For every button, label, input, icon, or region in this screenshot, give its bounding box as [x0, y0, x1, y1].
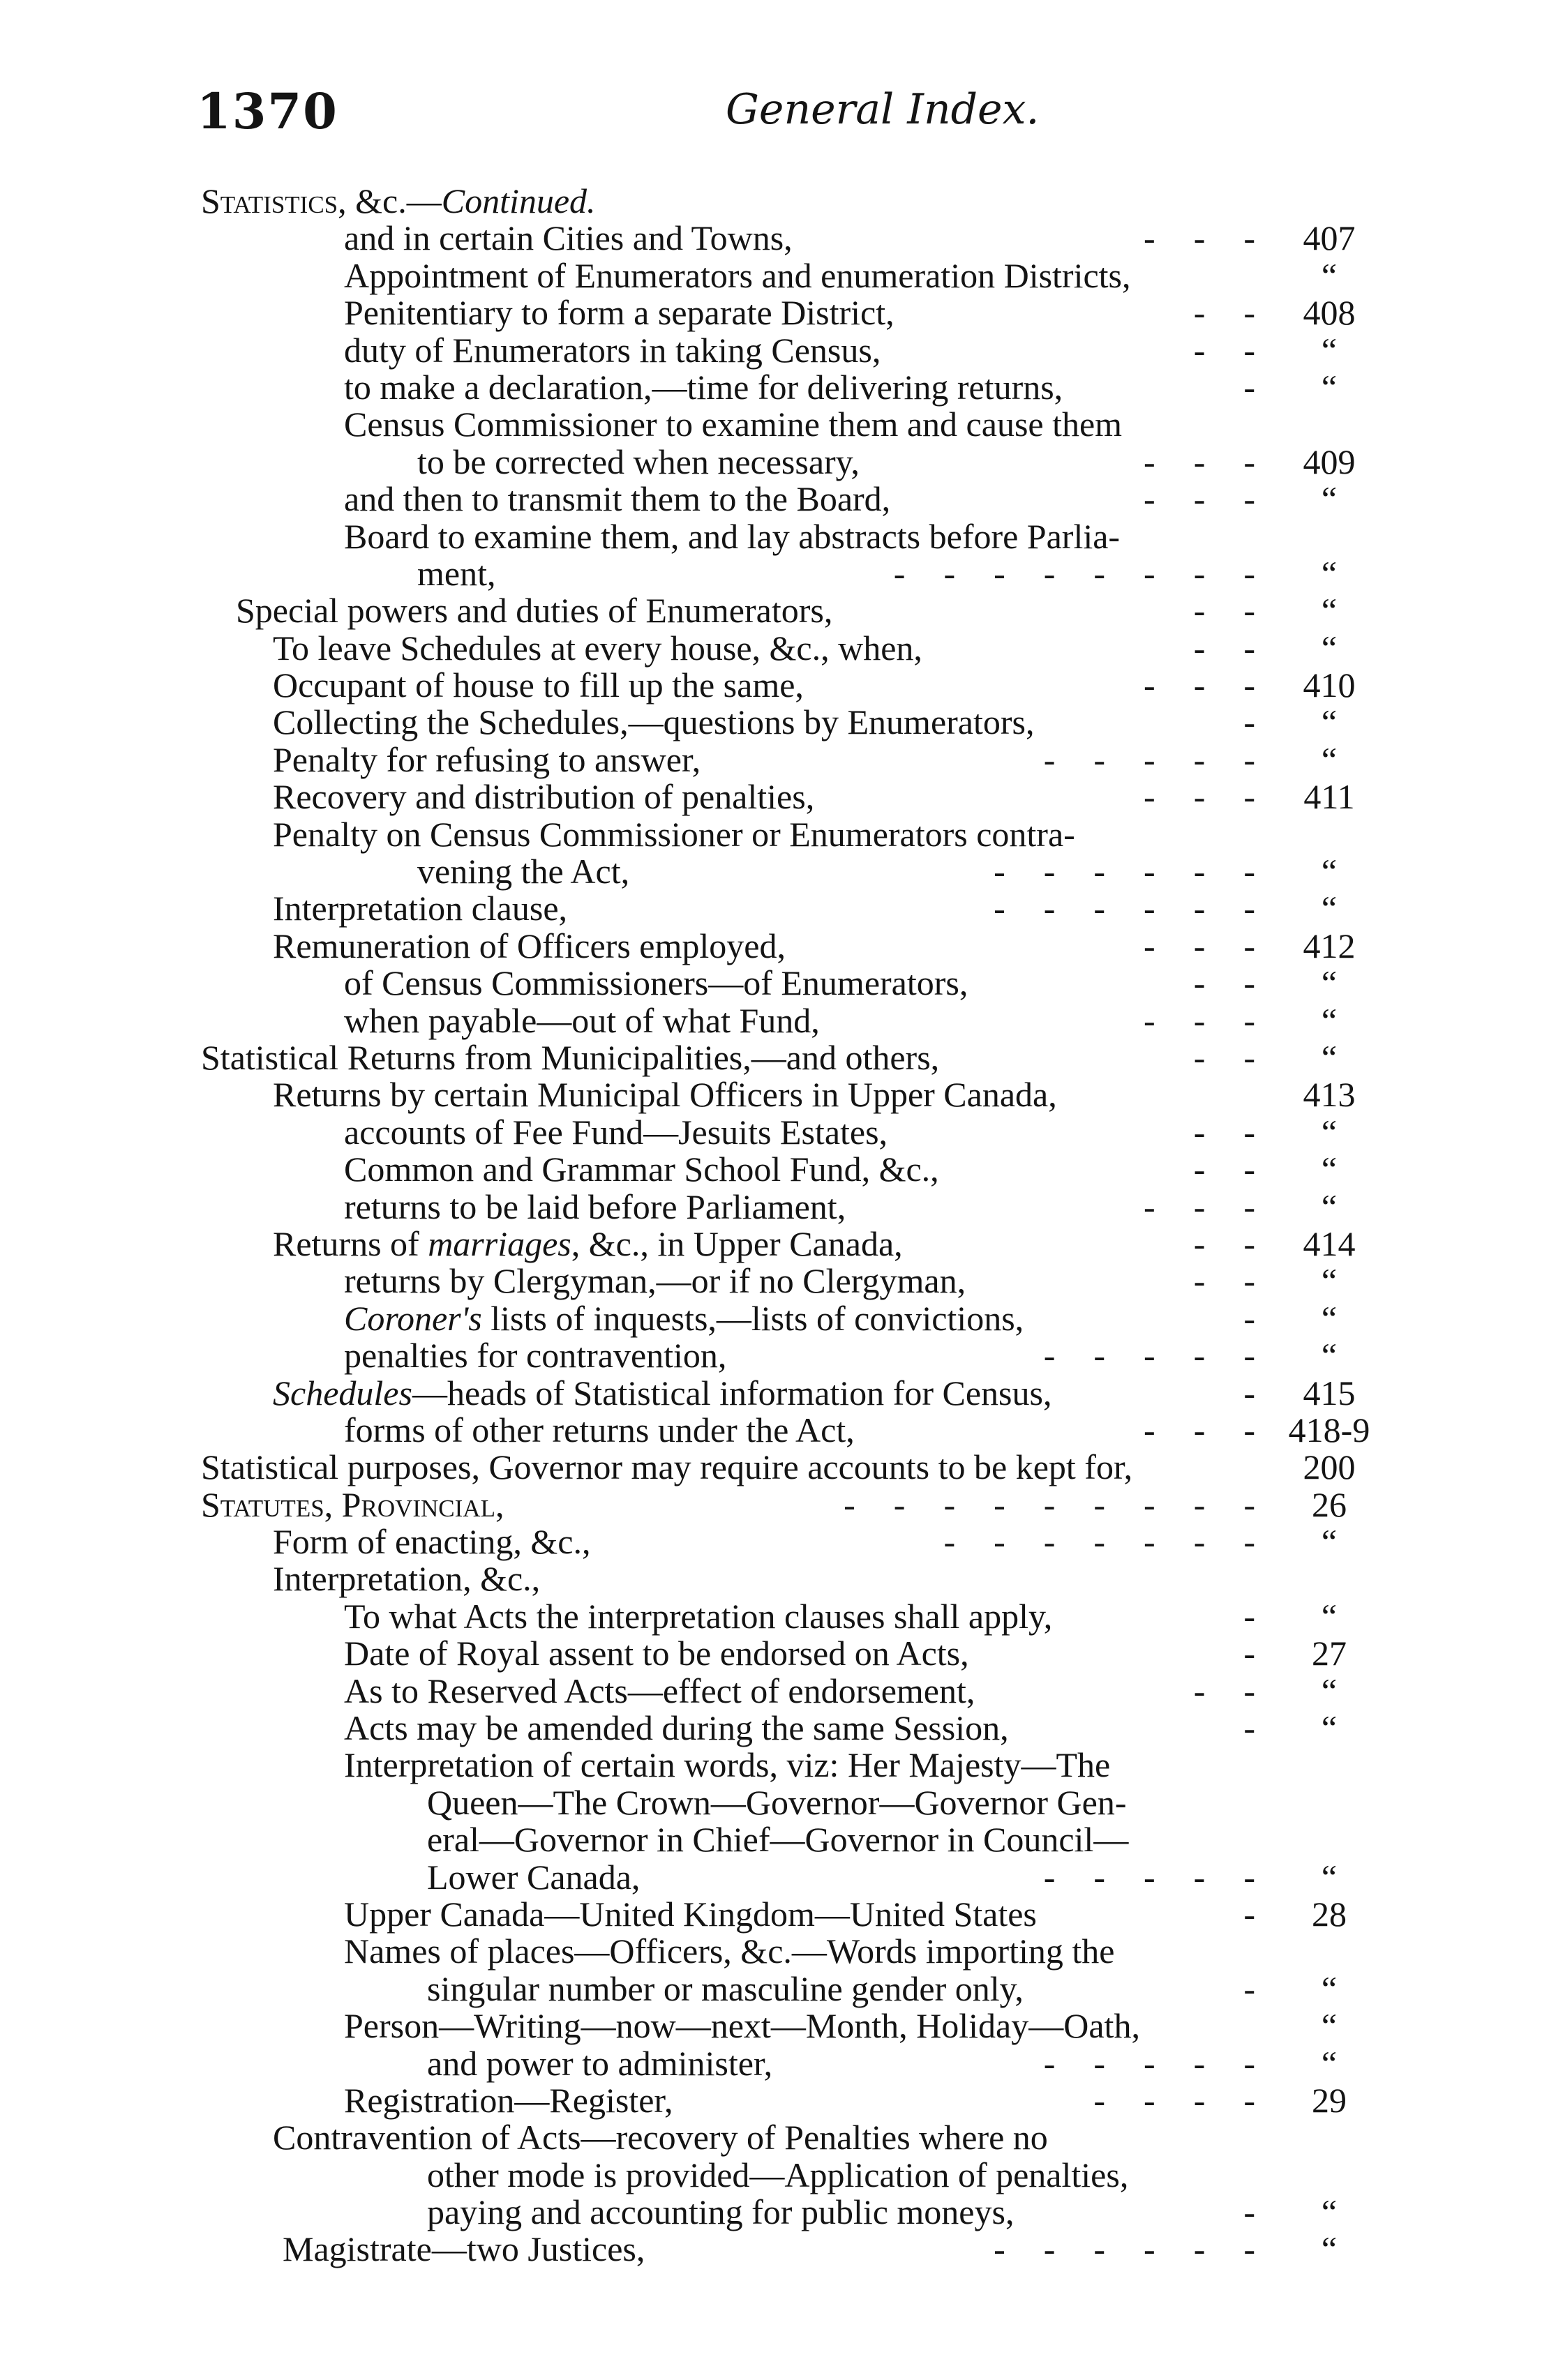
entry-text: Collecting the Schedules,—questions by Enumerators, — [273, 702, 1035, 742]
index-entry — [0, 332, 1542, 369]
index-entry — [0, 1223, 1542, 1263]
index-entry — [0, 1002, 1542, 1039]
entry-text: forms of other returns under the Act, — [344, 1410, 855, 1449]
page-reference: “ — [1321, 739, 1338, 779]
entry-text: Upper Canada—United Kingdom—United States — [344, 1894, 1037, 1934]
entry-heading: Statistics, &c.—Continued. — [201, 181, 596, 220]
page-reference: 411 — [1303, 777, 1355, 817]
index-entry — [0, 890, 1542, 927]
index-entry — [0, 1747, 1542, 1784]
index-entry — [0, 1189, 1542, 1226]
entry-text: to make a declaration,—time for delivering returns, — [344, 367, 1063, 407]
entry-text: duty of Enumerators in taking Census, — [344, 330, 881, 370]
page-reference: “ — [1321, 1671, 1338, 1710]
page-reference: “ — [1321, 1596, 1338, 1636]
entry-text: Census Commissioner to examine them and cause them — [344, 405, 1123, 444]
entry-text: other mode is provided—Application of penalties, — [427, 2155, 1129, 2194]
page-header — [0, 82, 1542, 145]
index-entry — [0, 555, 1542, 592]
page-reference: “ — [1321, 1000, 1338, 1040]
entry-text: Interpretation clause, — [273, 889, 568, 928]
index-entry — [0, 928, 1542, 965]
page-reference: 415 — [1303, 1373, 1356, 1413]
entry-text: Lower Canada, — [427, 1857, 641, 1897]
dot-leader: - - - - - - - — [943, 1522, 1256, 1562]
index-entry — [0, 2045, 1542, 2082]
entry-text: returns to be laid before Parliament, — [344, 1187, 846, 1226]
dot-leader: - - - - - — [1043, 739, 1256, 779]
page-reference: “ — [1321, 1857, 1338, 1897]
entry-text: to be corrected when necessary, — [417, 442, 860, 481]
dot-leader: - - — [1193, 591, 1256, 631]
page-reference: 28 — [1312, 1894, 1347, 1934]
page-reference: “ — [1321, 1336, 1338, 1376]
index-entry — [0, 257, 1542, 294]
page-reference: 408 — [1303, 293, 1356, 333]
entry-text: Interpretation of certain words, viz: Her Majesty—The — [344, 1745, 1111, 1785]
page-reference: “ — [1321, 553, 1338, 593]
dot-leader: - — [1243, 2192, 1256, 2232]
page-reference: 413 — [1303, 1075, 1356, 1115]
dot-leader: - - — [1193, 330, 1256, 370]
page-reference: 27 — [1312, 1634, 1347, 1673]
entry-text: Names of places—Officers, &c.—Words importing the — [344, 1931, 1115, 1971]
dot-leader: - — [1243, 1968, 1256, 2008]
dot-leader: - - - - - - — [994, 2229, 1256, 2269]
index-entry — [0, 1523, 1542, 1560]
index-entry — [0, 2194, 1542, 2231]
index-entry — [0, 1896, 1542, 1933]
index-entry — [0, 1710, 1542, 1747]
dot-leader: - — [1243, 702, 1256, 742]
entry-text: eral—Governor in Chief—Governor in Council— — [427, 1820, 1129, 1860]
index-entry — [0, 1933, 1542, 1970]
page-reference: “ — [1321, 1037, 1338, 1077]
index-entry — [0, 2119, 1542, 2156]
dot-leader: - — [1243, 1596, 1256, 1636]
page-reference: “ — [1321, 852, 1338, 891]
page-reference: “ — [1321, 591, 1338, 631]
entry-text: Penalty on Census Commissioner or Enumerators contra- — [273, 814, 1075, 854]
dot-leader: - - - — [1144, 442, 1256, 481]
index-entry — [0, 1039, 1542, 1076]
dot-leader: - - - - - - — [994, 889, 1256, 928]
page-reference: “ — [1321, 2006, 1338, 2046]
dot-leader: - - - - — [1093, 2080, 1256, 2120]
index-entry — [0, 2008, 1542, 2044]
index-entry — [0, 592, 1542, 629]
dot-leader: - - - — [1144, 665, 1256, 705]
index-entries — [0, 183, 1542, 2268]
index-entry — [0, 704, 1542, 741]
entry-text: As to Reserved Acts—effect of endorsement, — [344, 1671, 975, 1710]
entry-text: To leave Schedules at every house, &c., when, — [273, 628, 922, 668]
entry-text: Special powers and duties of Enumerators, — [236, 591, 833, 631]
index-entry — [0, 1560, 1542, 1597]
index-entry — [0, 1076, 1542, 1113]
dot-leader: - - - — [1144, 479, 1256, 519]
index-entry — [0, 816, 1542, 853]
page-reference: 26 — [1312, 1484, 1347, 1524]
page-reference: “ — [1321, 2229, 1338, 2269]
entry-text: penalties for contravention, — [344, 1336, 727, 1376]
dot-leader: - - - - - - - - — [893, 553, 1256, 593]
dot-leader: - - - - - — [1043, 1336, 1256, 1376]
dot-leader: - - — [1193, 628, 1256, 668]
entry-text: ment, — [417, 553, 496, 593]
index-entry — [0, 630, 1542, 667]
entry-text: Board to examine them, and lay abstracts before Parlia- — [344, 516, 1121, 556]
entry-text: of Census Commissioners—of Enumerators, — [344, 963, 968, 1003]
index-entry — [0, 778, 1542, 815]
index-entry — [0, 2157, 1542, 2194]
index-entry — [0, 1412, 1542, 1449]
entry-text: Returns by certain Municipal Officers in Upper Canada, — [273, 1075, 1057, 1115]
index-entry — [0, 444, 1542, 481]
dot-leader: - — [1243, 1373, 1256, 1413]
dot-leader: - — [1243, 1298, 1256, 1338]
page-reference: 409 — [1303, 442, 1356, 481]
page-reference: “ — [1321, 1298, 1338, 1338]
page-reference: “ — [1321, 628, 1338, 668]
dot-leader: - - - — [1144, 1187, 1256, 1226]
page-reference: “ — [1321, 2192, 1338, 2232]
entry-text: Interpretation, &c., — [273, 1559, 541, 1599]
page-reference: 412 — [1303, 926, 1356, 965]
entry-text: To what Acts the interpretation clauses shall apply, — [344, 1596, 1053, 1636]
index-entry — [0, 406, 1542, 443]
index-entry — [0, 1151, 1542, 1188]
running-title: General Index. — [726, 85, 1040, 134]
entry-text: Contravention of Acts—recovery of Penalties where no — [273, 2118, 1048, 2157]
entry-text: singular number or masculine gender only, — [427, 1968, 1024, 2008]
entry-text: Schedules—heads of Statistical information for Census, — [273, 1373, 1052, 1413]
index-entry — [0, 853, 1542, 890]
dot-leader: - - — [1193, 1261, 1256, 1301]
entry-text: Returns of marriages, &c., in Upper Canada, — [273, 1223, 903, 1263]
entry-text: Statistical purposes, Governor may require accounts to be kept for, — [201, 1447, 1133, 1487]
entry-text: Queen—The Crown—Governor—Governor Gen- — [427, 1782, 1127, 1822]
dot-leader: - - - - - - - - - — [844, 1484, 1256, 1524]
dot-leader: - - — [1193, 1037, 1256, 1077]
entry-text: and in certain Cities and Towns, — [344, 218, 793, 258]
dot-leader: - - - — [1144, 926, 1256, 965]
page-reference: “ — [1321, 889, 1338, 928]
index-entry — [0, 1635, 1542, 1672]
entry-text: Date of Royal assent to be endorsed on Acts, — [344, 1634, 969, 1673]
index-entry — [0, 2082, 1542, 2119]
entry-heading: Statutes, Provincial, — [201, 1484, 504, 1524]
page-reference: “ — [1321, 1708, 1338, 1748]
page-reference: “ — [1321, 367, 1338, 407]
index-entry — [0, 481, 1542, 518]
entry-text: Penalty for refusing to answer, — [273, 739, 701, 779]
page-reference: 414 — [1303, 1223, 1356, 1263]
entry-text: Appointment of Enumerators and enumeration Districts, — [344, 255, 1131, 295]
page-reference: 410 — [1303, 665, 1356, 705]
dot-leader: - — [1243, 1634, 1256, 1673]
index-entry — [0, 1337, 1542, 1374]
index-entry — [0, 183, 1542, 220]
index-entry — [0, 1114, 1542, 1151]
index-entry — [0, 518, 1542, 555]
page-reference: “ — [1321, 330, 1338, 370]
index-entry — [0, 1300, 1542, 1337]
index-entry — [0, 1673, 1542, 1710]
entry-text: Recovery and distribution of penalties, — [273, 777, 815, 817]
entry-text: vening the Act, — [417, 852, 630, 891]
dot-leader: - - - - - — [1043, 2043, 1256, 2083]
dot-leader: - - - - - — [1043, 1857, 1256, 1897]
entry-text: when payable—out of what Fund, — [344, 1000, 820, 1040]
page-reference: “ — [1321, 1261, 1338, 1301]
entry-text: accounts of Fee Fund—Jesuits Estates, — [344, 1112, 888, 1152]
dot-leader: - - — [1193, 1150, 1256, 1189]
dot-leader: - — [1243, 367, 1256, 407]
dot-leader: - - - — [1144, 1000, 1256, 1040]
entry-text: and then to transmit them to the Board, — [344, 479, 891, 519]
page-reference: “ — [1321, 2043, 1338, 2083]
dot-leader: - - - — [1144, 777, 1256, 817]
dot-leader: - - — [1193, 963, 1256, 1003]
index-entry — [0, 965, 1542, 1002]
entry-text: paying and accounting for public moneys, — [427, 2192, 1015, 2232]
entry-text: returns by Clergyman,—or if no Clergyman, — [344, 1261, 966, 1301]
index-entry — [0, 1486, 1542, 1523]
entry-text: Acts may be amended during the same Session, — [344, 1708, 1009, 1748]
index-entry — [0, 294, 1542, 331]
index-entry — [0, 369, 1542, 406]
index-entry — [0, 1449, 1542, 1486]
dot-leader: - — [1243, 1708, 1256, 1748]
index-entry — [0, 667, 1542, 704]
dot-leader: - - - — [1144, 218, 1256, 258]
entry-text: Form of enacting, &c., — [273, 1522, 591, 1562]
entry-text: Statistical Returns from Municipalities,—and others, — [201, 1037, 940, 1077]
page-reference: 407 — [1303, 218, 1356, 258]
index-entry — [0, 2231, 1542, 2268]
page-reference: “ — [1321, 963, 1338, 1003]
index-entry — [0, 1968, 1542, 2008]
page-reference: “ — [1321, 1150, 1338, 1189]
entry-text: Registration—Register, — [344, 2080, 673, 2120]
index-entry — [0, 741, 1542, 778]
index-entry — [0, 1263, 1542, 1300]
dot-leader: - - — [1193, 293, 1256, 333]
index-entry — [0, 1598, 1542, 1635]
entry-text: and power to administer, — [427, 2043, 773, 2083]
index-entry — [0, 1821, 1542, 1858]
entry-text: Occupant of house to fill up the same, — [273, 665, 804, 705]
entry-text: Magistrate—two Justices, — [283, 2229, 645, 2269]
page-reference: “ — [1321, 1522, 1338, 1562]
page-reference: “ — [1321, 479, 1338, 519]
index-entry — [0, 1375, 1542, 1412]
page-number: 1370 — [197, 82, 338, 140]
entry-text: Person—Writing—now—next—Month, Holiday—Oath, — [344, 2006, 1140, 2046]
dot-leader: - - — [1193, 1112, 1256, 1152]
page-reference: “ — [1321, 1968, 1338, 2008]
dot-leader: - — [1243, 1894, 1256, 1934]
entry-text: Common and Grammar School Fund, &c., — [344, 1150, 939, 1189]
page-reference: 200 — [1303, 1447, 1356, 1487]
page-reference: “ — [1321, 1187, 1338, 1226]
entry-text: Remuneration of Officers employed, — [273, 926, 786, 965]
index-entry — [0, 220, 1542, 257]
dot-leader: - - - — [1144, 1410, 1256, 1449]
index-entry — [0, 1784, 1542, 1821]
dot-leader: - - — [1193, 1223, 1256, 1263]
page-reference: “ — [1321, 255, 1338, 295]
entry-text: Coroner's lists of inquests,—lists of convictions, — [344, 1298, 1024, 1338]
index-entry — [0, 1859, 1542, 1896]
entry-text: Penitentiary to form a separate District, — [344, 293, 894, 333]
page-reference: “ — [1321, 1112, 1338, 1152]
dot-leader: - - - - - - — [994, 852, 1256, 891]
page-reference: “ — [1321, 702, 1338, 742]
dot-leader: - - — [1193, 1671, 1256, 1710]
page-reference: 418-9 — [1288, 1410, 1370, 1449]
page-reference: 29 — [1312, 2080, 1347, 2120]
